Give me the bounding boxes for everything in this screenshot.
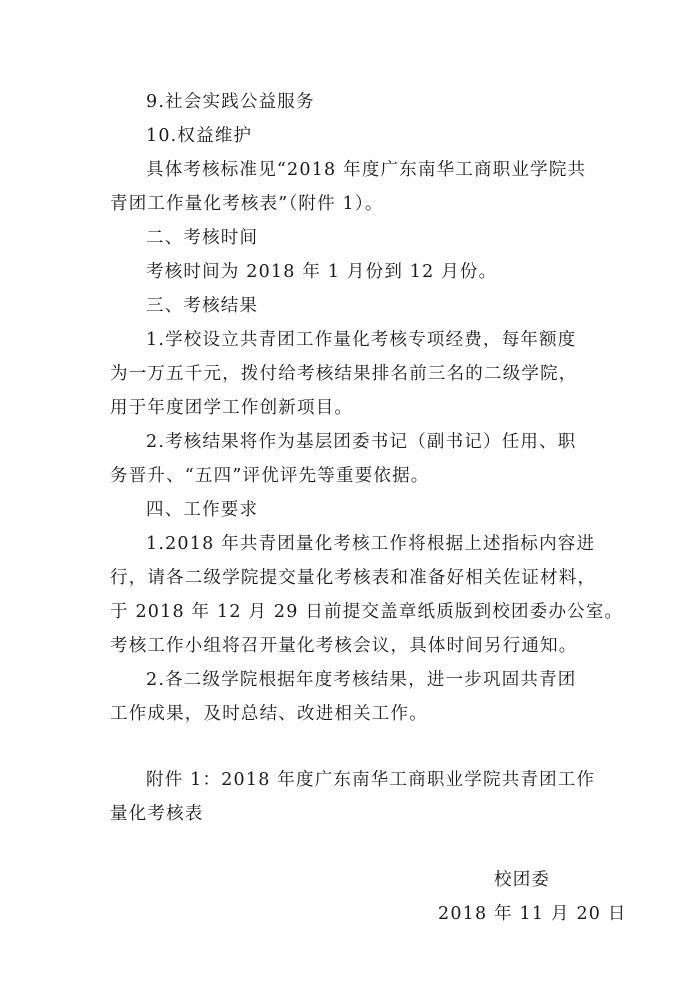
paragraph-standard-line-1: 具体考核标准见“2018 年度广东南华工商职业学院共 <box>146 160 587 180</box>
attachment-note-line-1: 附件 1：2018 年度广东南华工商职业学院共青团工作 <box>146 770 596 790</box>
paragraph-standard-line-2: 青团工作量化考核表”（附件 1）。 <box>110 194 384 214</box>
paragraph-result-1-line-2: 为一万五千元，拨付给考核结果排名前三名的二级学院， <box>110 364 578 384</box>
paragraph-requirement-1-line-2: 行，请各二级学院提交量化考核表和准备好相关佐证材料， <box>110 568 597 588</box>
paragraph-requirement-1-line-1: 1.2018 年共青团量化考核工作将根据上述指标内容进 <box>146 534 596 554</box>
paragraph-requirement-1-line-3: 于 2018 年 12 月 29 日前提交盖章纸质版到校团委办公室。 <box>110 602 624 622</box>
paragraph-result-1-line-1: 1.学校设立共青团工作量化考核专项经费，每年额度 <box>146 330 577 350</box>
signature-organization: 校团委 <box>494 870 551 890</box>
paragraph-time: 考核时间为 2018 年 1 月份到 12 月份。 <box>146 262 498 282</box>
list-item-9: 9.社会实践公益服务 <box>146 92 315 112</box>
paragraph-result-2-line-2: 务晋升、“五四”评优评先等重要依据。 <box>110 466 430 486</box>
section-heading-results: 三、考核结果 <box>146 296 259 316</box>
signature-date: 2018 年 11 月 20 日 <box>438 904 627 924</box>
section-heading-requirements: 四、工作要求 <box>146 500 259 520</box>
paragraph-result-1-line-3: 用于年度团学工作创新项目。 <box>110 398 354 418</box>
paragraph-requirement-2-line-2: 工作成果，及时总结、改进相关工作。 <box>110 704 428 724</box>
list-item-10: 10.权益维护 <box>146 126 253 146</box>
attachment-note-line-2: 量化考核表 <box>110 804 204 824</box>
paragraph-result-2-line-1: 2.考核结果将作为基层团委书记（副书记）任用、职 <box>146 432 577 452</box>
section-heading-time: 二、考核时间 <box>146 228 259 248</box>
paragraph-requirement-1-line-4: 考核工作小组将召开量化考核会议，具体时间另行通知。 <box>110 636 578 656</box>
paragraph-requirement-2-line-1: 2.各二级学院根据年度考核结果，进一步巩固共青团 <box>146 670 577 690</box>
